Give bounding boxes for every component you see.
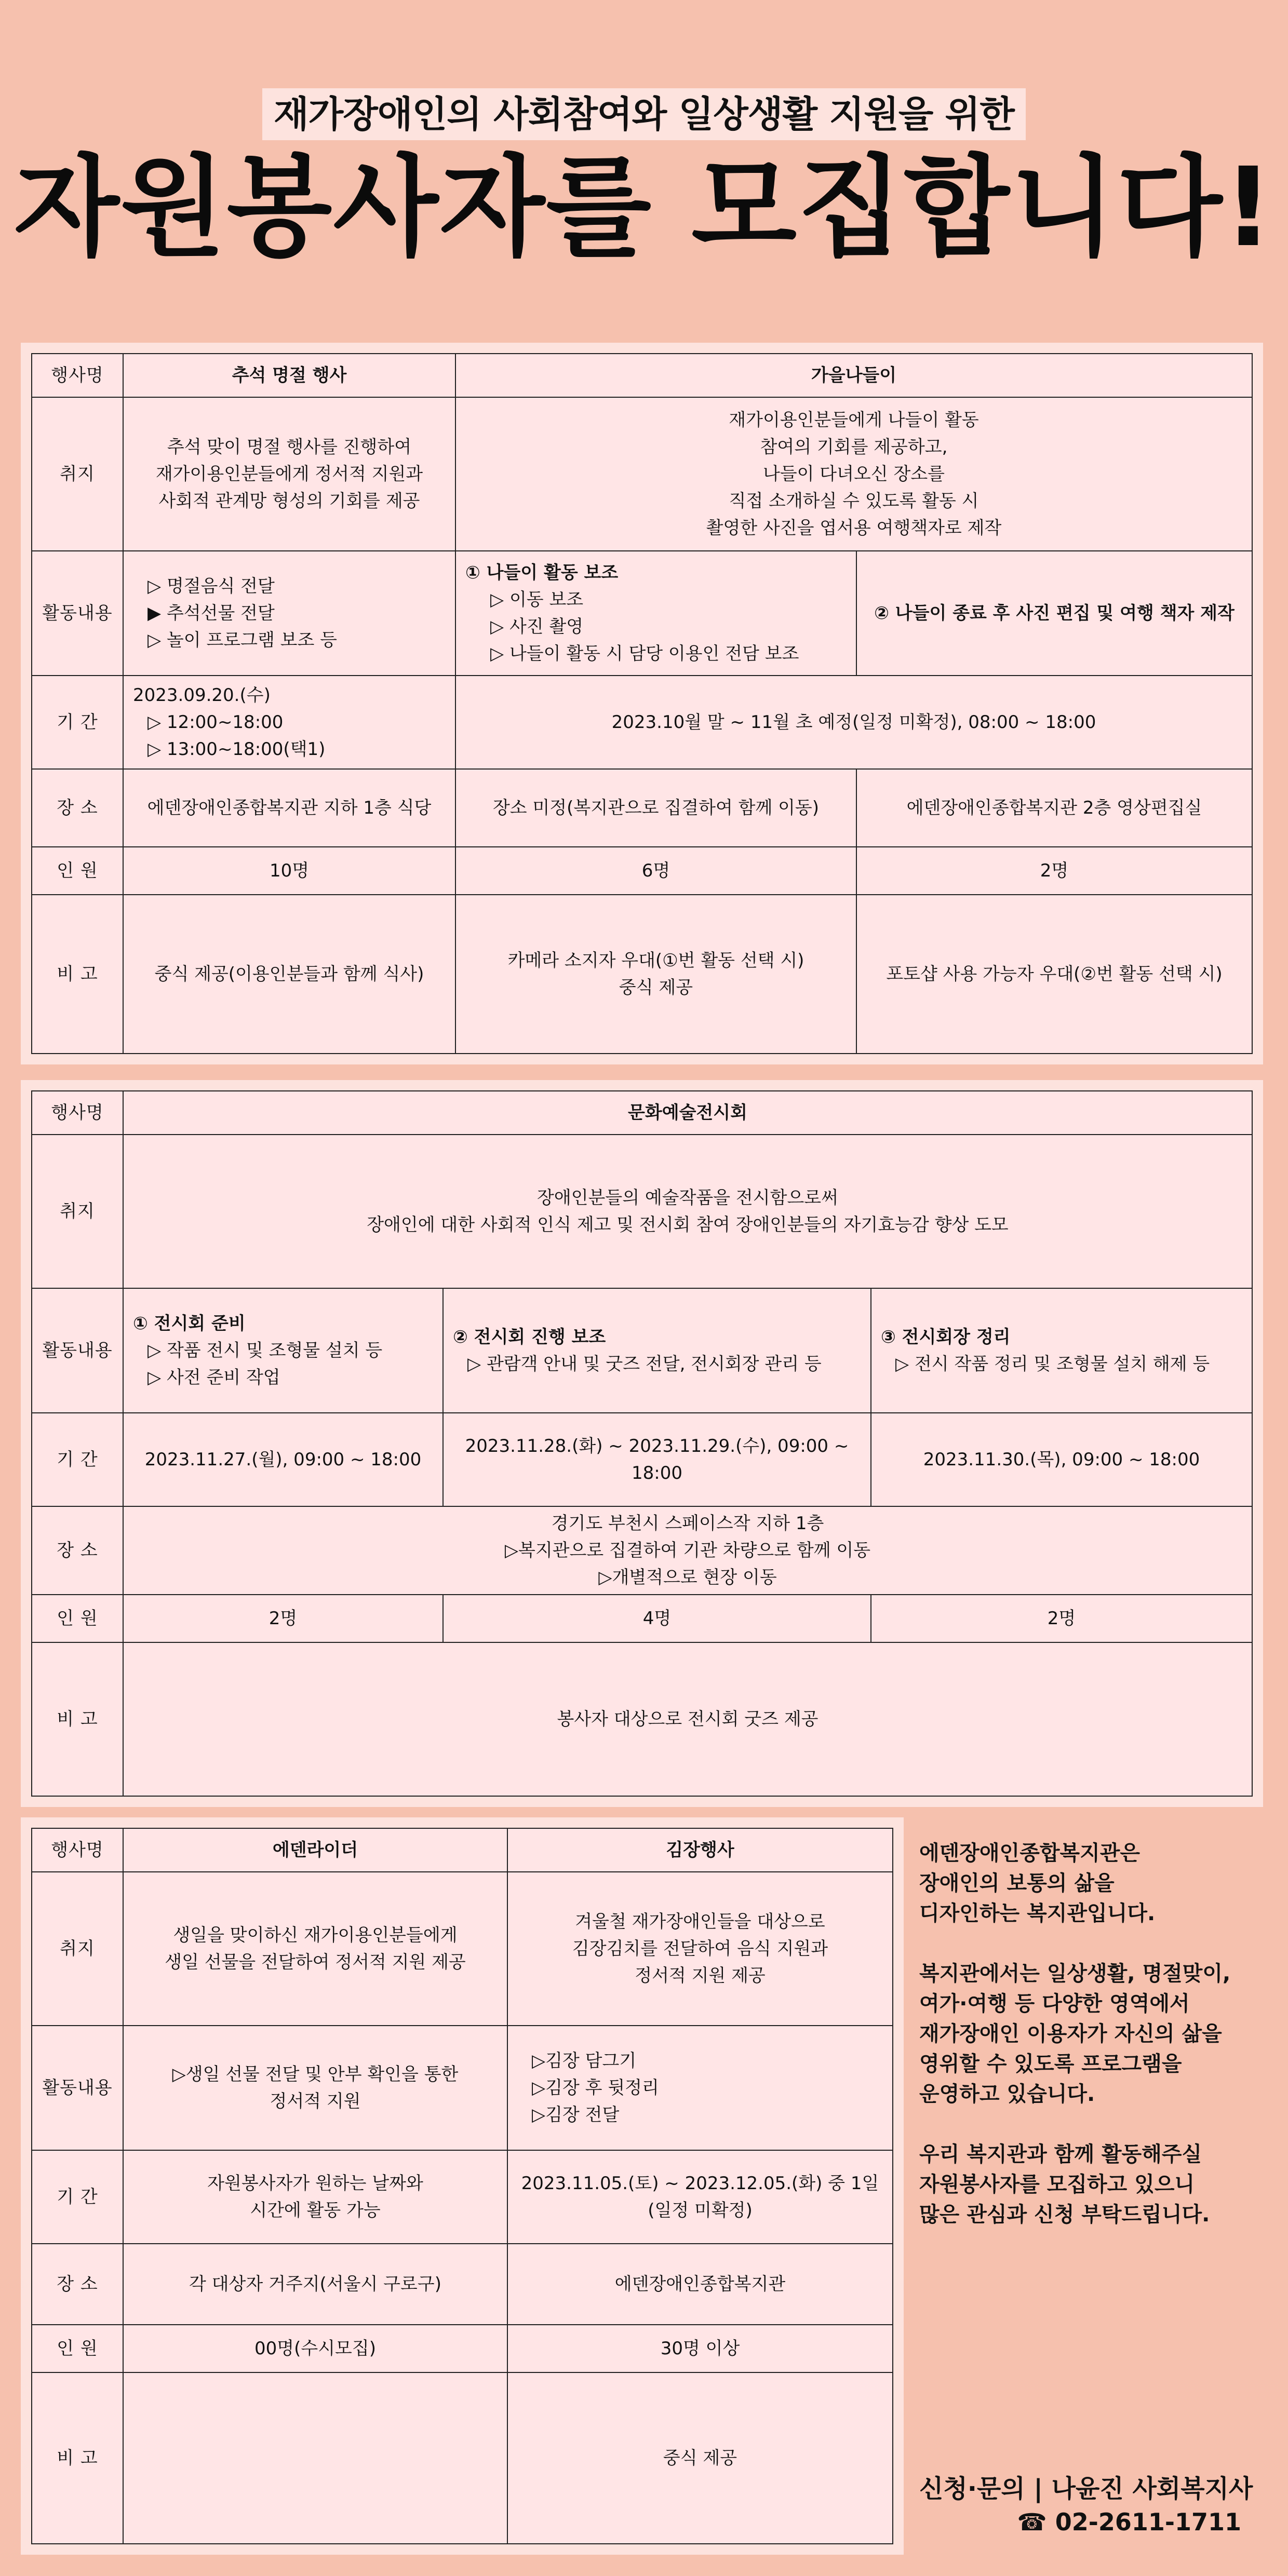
text-line: ▷ 놀이 프로그램 보조 등 — [147, 630, 337, 651]
people-autumn-outing-a: 6명 — [455, 847, 856, 895]
event-table-1 — [31, 353, 1253, 1054]
text-line: 김장김치를 전달하여 음식 지원과 — [572, 1938, 828, 1959]
text-line: 우리 복지관과 함께 활동해주실 — [919, 2142, 1202, 2166]
text-line: 여가·여행 등 다양한 영역에서 — [919, 1992, 1190, 2016]
text-line: ▷ 명절음식 전달 — [147, 576, 275, 597]
text-line: ▷김장 담그기 — [532, 2051, 637, 2071]
place-kimjang: 에덴장애인종합복지관 — [507, 2244, 893, 2325]
text-line: ▷ 이동 보조 — [490, 589, 584, 610]
text-line: 재가이용인분들에게 정서적 지원과 — [155, 464, 423, 484]
people-exhibition-b: 4명 — [443, 1595, 871, 1642]
text-line: ▷김장 전달 — [532, 2105, 620, 2125]
activity-exhibition-prep — [123, 1288, 443, 1413]
row-label-period: 기 간 — [32, 676, 123, 769]
note-autumn-outing-b: 포토샵 사용 가능자 우대(②번 활동 선택 시) — [856, 895, 1252, 1054]
period-kimjang — [507, 2150, 893, 2244]
event-table-3 — [31, 1828, 893, 2544]
row-label-people: 인 원 — [32, 1595, 123, 1642]
row-label-purpose: 취지 — [32, 1135, 123, 1288]
period-chuseok — [123, 676, 455, 769]
row-label-place: 장 소 — [32, 1506, 123, 1595]
event-table-2 — [31, 1090, 1253, 1797]
side-paragraph-1 — [919, 1838, 1272, 1928]
text-line: ① 나들이 활동 보조 — [465, 562, 619, 583]
text-line: 2023.09.20.(수) — [133, 685, 271, 706]
period-exhibition-c: 2023.11.30.(목), 09:00 ~ 18:00 — [871, 1413, 1252, 1506]
side-paragraph-2 — [919, 1959, 1272, 2109]
row-label-people: 인 원 — [32, 847, 123, 895]
purpose-eden-rider — [123, 1872, 507, 2026]
text-line: ③ 전시회장 정리 — [881, 1327, 1011, 1347]
note-chuseok: 중식 제공(이용인분들과 함께 식사) — [123, 895, 455, 1054]
header-title: 자원봉사자를 모집합니다! — [14, 144, 1274, 271]
text-line: 경기도 부천시 스페이스작 지하 1층 — [551, 1513, 824, 1534]
text-line: 영위할 수 있도록 프로그램을 — [919, 2052, 1182, 2076]
text-line: 2023.11.05.(토) ~ 2023.12.05.(화) 중 1일 — [521, 2173, 879, 2194]
row-label-place: 장 소 — [32, 2244, 123, 2325]
event-name-kimjang: 김장행사 — [507, 1828, 893, 1872]
text-line: 참여의 기회를 제공하고, — [760, 437, 948, 457]
activity-kimjang — [507, 2026, 893, 2150]
people-eden-rider: 00명(수시모집) — [123, 2325, 507, 2372]
period-autumn-outing: 2023.10월 말 ~ 11월 초 예정(일정 미확정), 08:00 ~ 18:00 — [455, 676, 1252, 769]
text-line: 시간에 활동 가능 — [250, 2200, 381, 2221]
event-panel-2 — [21, 1080, 1263, 1807]
header-subtitle: 재가장애인의 사회참여와 일상생활 지원을 위한 — [262, 88, 1026, 140]
text-line: 중식 제공 — [619, 977, 693, 998]
event-panel-1 — [21, 343, 1263, 1064]
place-autumn-outing-b: 에덴장애인종합복지관 2층 영상편집실 — [856, 769, 1252, 847]
text-line: ▶ 추석선물 전달 — [147, 603, 275, 624]
purpose-autumn-outing — [455, 397, 1252, 551]
text-line: 카메라 소지자 우대(①번 활동 선택 시) — [507, 950, 804, 971]
text-line: 많은 관심과 신청 부탁드립니다. — [919, 2203, 1210, 2227]
activity-exhibition-cleanup — [871, 1288, 1252, 1413]
place-chuseok: 에덴장애인종합복지관 지하 1층 식당 — [123, 769, 455, 847]
row-label-note: 비 고 — [32, 1642, 123, 1796]
row-label-activity: 활동내용 — [32, 551, 123, 676]
text-line: 재가이용인분들에게 나들이 활동 — [729, 410, 979, 430]
text-line: 장애인에 대한 사회적 인식 제고 및 전시회 참여 장애인분들의 자기효능감 향상 도모 — [367, 1215, 1009, 1235]
text-line: (일정 미확정) — [648, 2200, 753, 2221]
row-label-name: 행사명 — [32, 1828, 123, 1872]
text-line: ▷생일 선물 전달 및 안부 확인을 통한 — [172, 2064, 459, 2085]
row-label-period: 기 간 — [32, 2150, 123, 2244]
event-name-autumn-outing: 가을나들이 — [455, 354, 1252, 397]
text-line: 사회적 관계망 형성의 기회를 제공 — [158, 491, 420, 511]
text-line: 에덴장애인종합복지관은 — [919, 1841, 1141, 1865]
event-name-chuseok: 추석 명절 행사 — [123, 354, 455, 397]
contact-phone: ☎ 02-2611-1711 — [1017, 2508, 1241, 2536]
place-exhibition — [123, 1506, 1252, 1595]
row-label-name: 행사명 — [32, 1091, 123, 1135]
text-line: ▷ 전시 작품 정리 및 조형물 설치 해제 등 — [895, 1354, 1210, 1374]
purpose-chuseok — [123, 397, 455, 551]
text-line: 촬영한 사진을 엽서용 여행책자로 제작 — [706, 518, 1002, 538]
period-exhibition-b: 2023.11.28.(화) ~ 2023.11.29.(수), 09:00 ~ 18:00 — [443, 1413, 871, 1506]
note-autumn-outing-a — [455, 895, 856, 1054]
activity-autumn-outing-a — [455, 551, 856, 676]
row-label-people: 인 원 — [32, 2325, 123, 2372]
text-line: ▷김장 후 뒷정리 — [532, 2078, 659, 2098]
text-line: 생일을 맞이하신 재가이용인분들에게 — [173, 1925, 458, 1946]
text-line: 추석 맞이 명절 행사를 진행하여 — [167, 437, 412, 457]
note-kimjang: 중식 제공 — [507, 2372, 893, 2544]
text-line: ▷ 13:00~18:00(택1) — [147, 739, 326, 760]
text-line: ▷ 사진 촬영 — [490, 616, 584, 637]
text-line: 직접 소개하실 수 있도록 활동 시 — [729, 491, 979, 511]
row-label-period: 기 간 — [32, 1413, 123, 1506]
text-line: ▷ 12:00~18:00 — [147, 712, 284, 733]
text-line: 생일 선물을 전달하여 정서적 지원 제공 — [165, 1952, 466, 1973]
text-line: 장애인분들의 예술작품을 전시함으로써 — [537, 1188, 838, 1208]
row-label-note: 비 고 — [32, 2372, 123, 2544]
text-line: ▷ 사전 준비 작업 — [147, 1367, 280, 1388]
note-exhibition: 봉사자 대상으로 전시회 굿즈 제공 — [123, 1642, 1252, 1796]
header-subtitle-wrap — [0, 88, 1288, 140]
text-line: 장애인의 보통의 삶을 — [919, 1871, 1115, 1895]
event-name-art-exhibition: 문화예술전시회 — [123, 1091, 1252, 1135]
contact-block — [919, 2472, 1272, 2538]
row-label-purpose: 취지 — [32, 1872, 123, 2026]
event-name-eden-rider: 에덴라이더 — [123, 1828, 507, 1872]
text-line: ▷개별적으로 현장 이동 — [598, 1567, 777, 1588]
row-label-activity: 활동내용 — [32, 1288, 123, 1413]
event-panel-3 — [21, 1817, 904, 2555]
people-exhibition-a: 2명 — [123, 1595, 443, 1642]
people-autumn-outing-b: 2명 — [856, 847, 1252, 895]
period-eden-rider — [123, 2150, 507, 2244]
text-line: 자원봉사자가 원하는 날짜와 — [207, 2173, 423, 2194]
text-line: 운영하고 있습니다. — [919, 2082, 1095, 2106]
row-label-note: 비 고 — [32, 895, 123, 1054]
text-line: ② 전시회 진행 보조 — [453, 1327, 606, 1347]
text-line: 정서적 지원 — [270, 2091, 361, 2112]
row-label-purpose: 취지 — [32, 397, 123, 551]
activity-autumn-outing-b: ② 나들이 종료 후 사진 편집 및 여행 책자 제작 — [856, 551, 1252, 676]
side-paragraph-3 — [919, 2139, 1272, 2230]
text-line: 재가장애인 이용자가 자신의 삶을 — [919, 2022, 1222, 2046]
text-line: ① 전시회 준비 — [133, 1313, 246, 1334]
people-chuseok: 10명 — [123, 847, 455, 895]
note-eden-rider — [123, 2372, 507, 2544]
side-description — [919, 1838, 1272, 2260]
activity-exhibition-assist — [443, 1288, 871, 1413]
purpose-art-exhibition — [123, 1135, 1252, 1288]
place-autumn-outing-a: 장소 미정(복지관으로 집결하여 함께 이동) — [455, 769, 856, 847]
purpose-kimjang — [507, 1872, 893, 2026]
text-line: 자원봉사자를 모집하고 있으니 — [919, 2173, 1195, 2196]
row-label-activity: 활동내용 — [32, 2026, 123, 2150]
place-eden-rider: 각 대상자 거주지(서울시 구로구) — [123, 2244, 507, 2325]
text-line: ▷ 작품 전시 및 조형물 설치 등 — [147, 1340, 383, 1361]
activity-chuseok — [123, 551, 455, 676]
people-kimjang: 30명 이상 — [507, 2325, 893, 2372]
text-line: ▷ 관람객 안내 및 굿즈 전달, 전시회장 관리 등 — [467, 1354, 822, 1374]
text-line: 나들이 다녀오신 장소를 — [762, 464, 945, 484]
people-exhibition-c: 2명 — [871, 1595, 1252, 1642]
contact-label: 신청·문의 | 나윤진 사회복지사 — [919, 2474, 1253, 2503]
text-line: ▷복지관으로 집결하여 기관 차량으로 함께 이동 — [504, 1540, 871, 1561]
row-label-name: 행사명 — [32, 354, 123, 397]
text-line: 정서적 지원 제공 — [635, 1965, 766, 1986]
text-line: 겨울철 재가장애인들을 대상으로 — [575, 1911, 825, 1932]
row-label-place: 장 소 — [32, 769, 123, 847]
text-line: ▷ 나들이 활동 시 담당 이용인 전담 보조 — [490, 643, 799, 664]
activity-eden-rider — [123, 2026, 507, 2150]
period-exhibition-a: 2023.11.27.(월), 09:00 ~ 18:00 — [123, 1413, 443, 1506]
text-line: 디자인하는 복지관입니다. — [919, 1901, 1156, 1925]
text-line: 복지관에서는 일상생활, 명절맞이, — [919, 1962, 1231, 1986]
